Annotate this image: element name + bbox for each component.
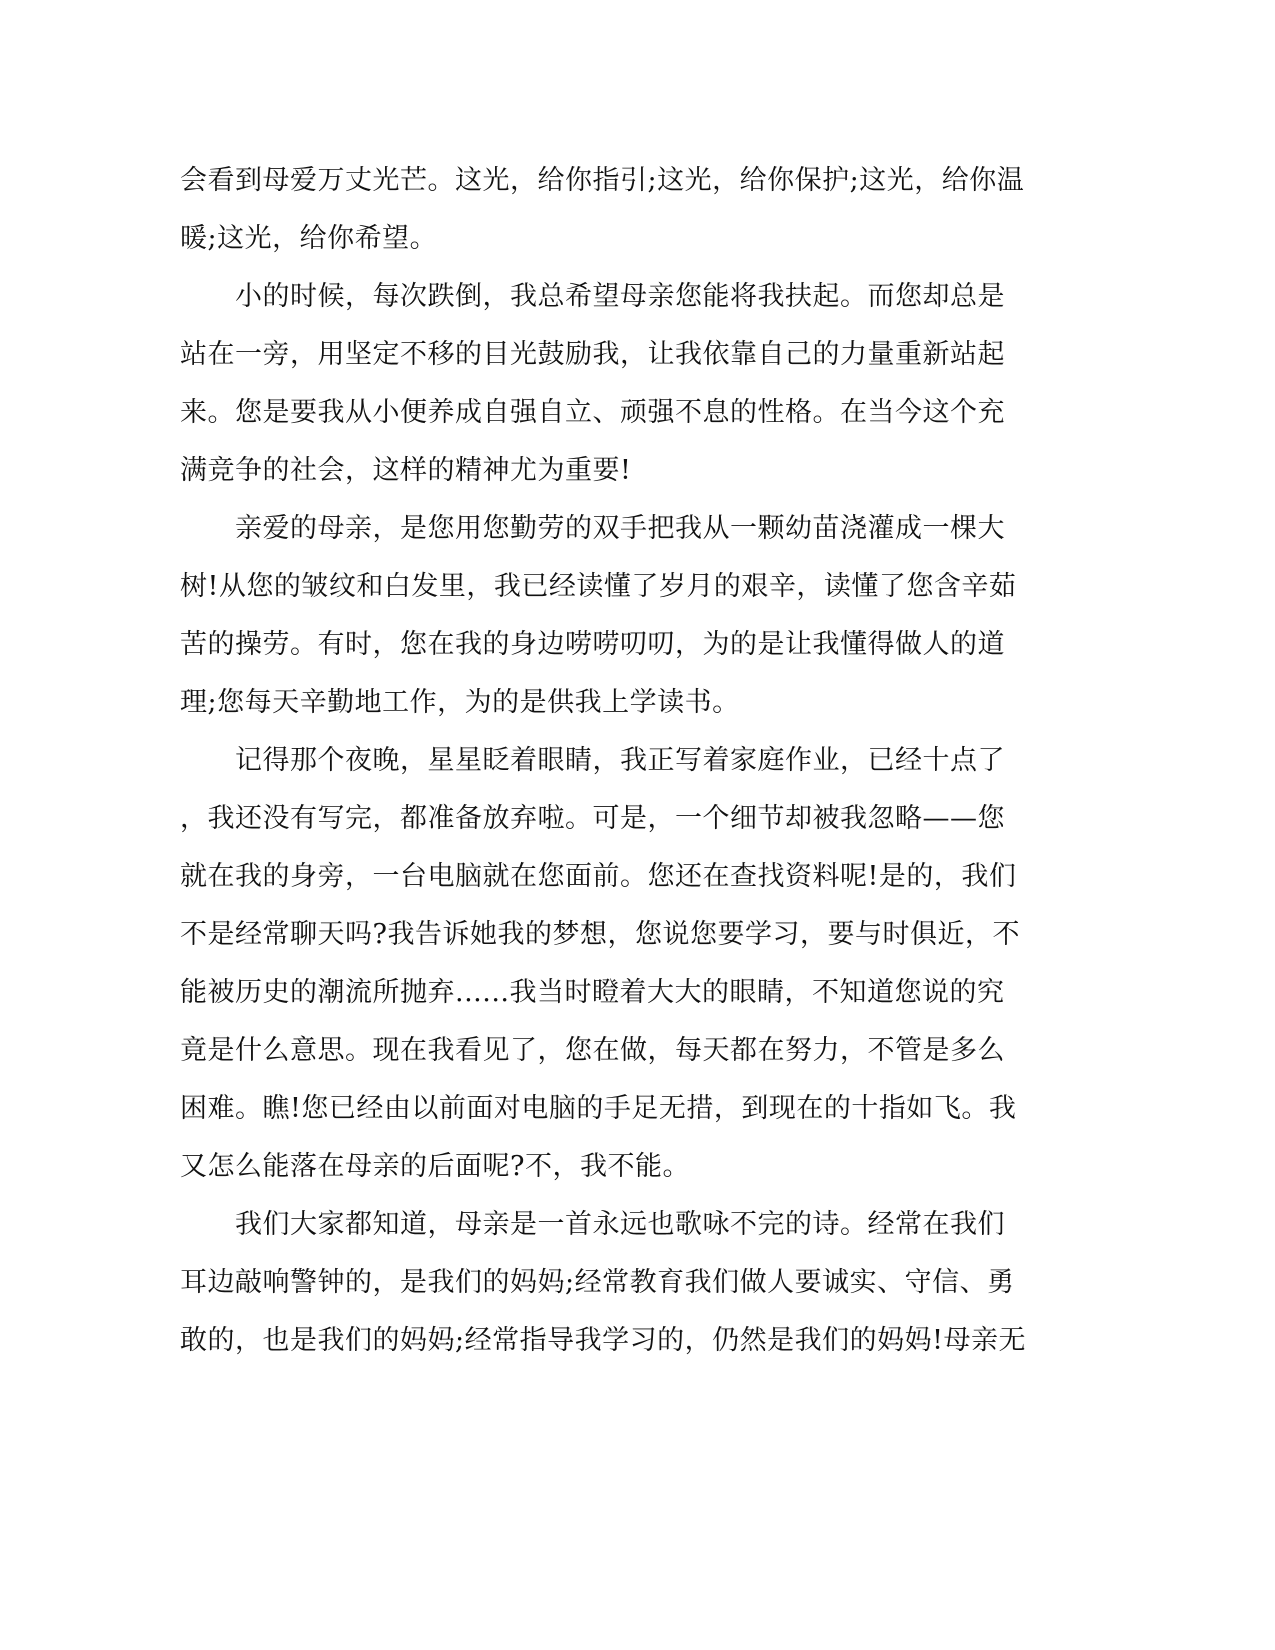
text-line: 满竞争的社会，这样的精神尤为重要! xyxy=(180,455,632,486)
text-line: 竟是什么意思。现在我看见了，您在做，每天都在努力，不管是多么 xyxy=(180,1035,1005,1066)
text-line: 小的时候，每次跌倒，我总希望母亲您能将我扶起。而您却总是 xyxy=(180,281,1005,312)
text-line: 亲爱的母亲，是您用您勤劳的双手把我从一颗幼苗浇灌成一棵大 xyxy=(180,513,1005,544)
text-line: 耳边敲响警钟的，是我们的妈妈;经常教育我们做人要诚实、守信、勇 xyxy=(180,1267,1015,1298)
text-line: 困难。瞧!您已经由以前面对电脑的手足无措，到现在的十指如飞。我 xyxy=(180,1093,1017,1124)
text-line: 理;您每天辛勤地工作，为的是供我上学读书。 xyxy=(180,687,740,718)
text-line: 就在我的身旁，一台电脑就在您面前。您还在查找资料呢!是的，我们 xyxy=(180,861,1017,892)
text-line: 不是经常聊天吗?我告诉她我的梦想，您说您要学习，要与时俱近，不 xyxy=(180,919,1020,950)
text-line: 我们大家都知道，母亲是一首永远也歌咏不完的诗。经常在我们 xyxy=(180,1209,1005,1240)
text-line: 能被历史的潮流所抛弃......我当时瞪着大大的眼睛，不知道您说的究 xyxy=(180,977,1005,1008)
text-line: 会看到母爱万丈光芒。这光，给你指引;这光，给你保护;这光，给你温 xyxy=(180,165,1025,196)
text-line: 苦的操劳。有时，您在我的身边唠唠叨叨，为的是让我懂得做人的道 xyxy=(180,629,1005,660)
text-line: 敢的，也是我们的妈妈;经常指导我学习的，仍然是我们的妈妈!母亲无 xyxy=(180,1325,1026,1356)
text-line: 来。您是要我从小便养成自强自立、顽强不息的性格。在当今这个充 xyxy=(180,397,1005,428)
text-line: 又怎么能落在母亲的后面呢?不，我不能。 xyxy=(180,1151,690,1182)
text-line: 站在一旁，用坚定不移的目光鼓励我，让我依靠自己的力量重新站起 xyxy=(180,339,1005,370)
text-line: 暖;这光，给你希望。 xyxy=(180,223,438,254)
text-line: 树!从您的皱纹和白发里，我已经读懂了岁月的艰辛，读懂了您含辛茹 xyxy=(180,571,1017,602)
text-line: 记得那个夜晚，星星眨着眼睛，我正写着家庭作业，已经十点了 xyxy=(180,745,1005,776)
text-line: ，我还没有写完，都准备放弃啦。可是，一个细节却被我忽略——您 xyxy=(180,803,1005,834)
